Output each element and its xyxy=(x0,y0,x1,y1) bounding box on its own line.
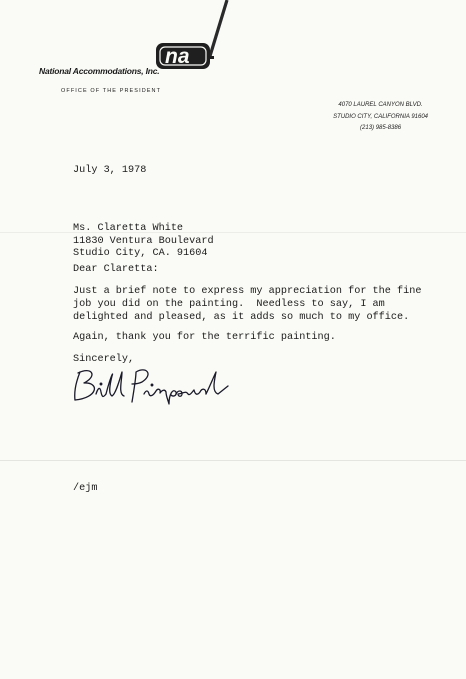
thanks-line: Again, thank you for the terrific painting. xyxy=(73,332,336,343)
fold-crease xyxy=(0,232,466,233)
salutation: Dear Claretta: xyxy=(73,264,159,275)
address-line: 4070 LAUREL CANYON BLVD. xyxy=(338,102,423,108)
recipient-name: Ms. Claretta White xyxy=(73,223,184,234)
letter-date: July 3, 1978 xyxy=(73,165,147,176)
body-line: job you did on the painting. Needless to say, I am xyxy=(73,298,385,310)
recipient-street: 11830 Ventura Boulevard xyxy=(73,235,214,247)
address-phone: (213) 985-8386 xyxy=(360,125,402,131)
recipient-city: Studio City, CA. 91604 xyxy=(73,248,208,259)
company-logo xyxy=(152,0,232,80)
body-line: delighted and pleased, as it adds so much to my office. xyxy=(73,311,410,323)
company-name: National Accommodations, Inc. xyxy=(39,66,160,76)
closing: Sincerely, xyxy=(73,354,135,365)
logo-text: na xyxy=(165,45,190,68)
body-paragraph xyxy=(73,286,421,324)
typist-initials: /ejm xyxy=(73,483,98,494)
office-title: OFFICE OF THE PRESIDENT xyxy=(61,88,162,94)
handwritten-signature xyxy=(70,364,230,408)
body-line: Just a brief note to express my appreciation for the fine xyxy=(73,286,422,297)
address-line: STUDIO CITY, CALIFORNIA 91604 xyxy=(333,113,428,120)
recipient-address xyxy=(73,223,214,261)
company-address xyxy=(333,100,428,135)
fold-crease xyxy=(0,460,466,461)
